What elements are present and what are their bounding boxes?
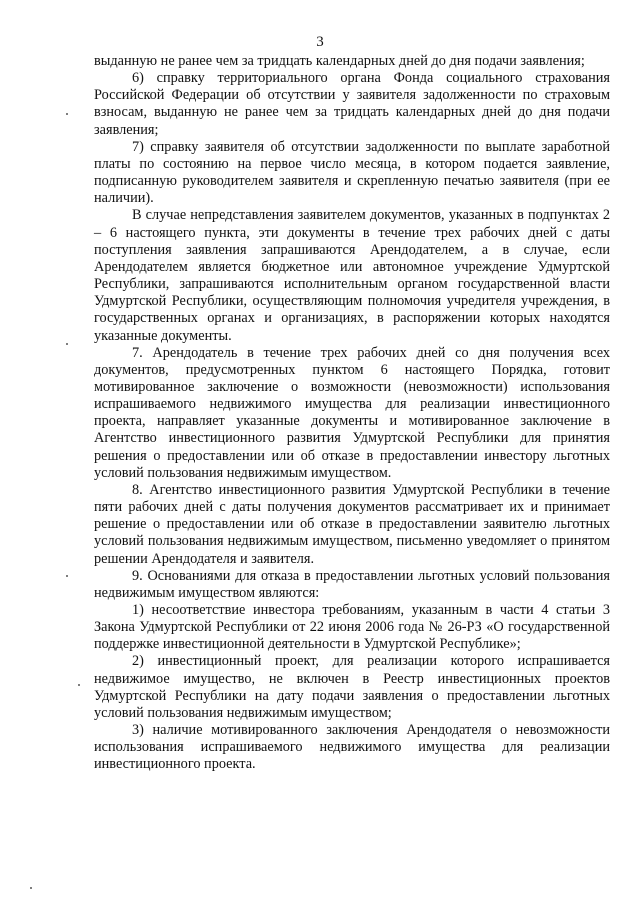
paragraph-ground-3: 3) наличие мотивированного заключения Арендодателя о невозможности использования испрашиваемого недвижимого имущества для реализации инвестиционного проекта. [94,722,610,773]
paragraph-ground-2: 2) инвестиционный проект, для реализации которого испрашивается недвижимое имущество, не включен в Реестр инвестиционных проектов Удмуртской Республики на дату подачи заявления о предоставлении льготных условий пользования недвижимым имуществом; [94,653,610,721]
paragraph-item-6: 6) справку территориального органа Фонда социального страхования Российской Федерации об отсутствии у заявителя задолженности по страховым взносам, выданную не ранее чем за тридцать календарных дней до дня подачи заявления; [94,70,610,138]
page-number: 3 [316,34,324,50]
scan-speck [66,575,68,577]
paragraph-ground-1: 1) несоответствие инвестора требованиям, указанным в части 4 статьи 3 Закона Удмуртской Республики от 22 июня 2006 года № 26-РЗ «О государственной поддержке инвестиционной деятельности в Удмуртской Республике»; [94,602,610,653]
paragraph-missing-documents: В случае непредставления заявителем документов, указанных в подпунктах 2 – 6 настоящего пункта, эти документы в течение трех рабочих дней с даты поступления заявления запрашиваются Арендодателем, а в случае, если Арендодателем является бюджетное или автономное учреждение Удмуртской Республики, запрашиваются исполнительным органом государственной власти Удмуртской Республики, осуществляющим полномочия учредителя учреждения, в государственных органах и организациях, в распоряжении которых находятся указанные документы. [94,207,610,344]
scan-speck [78,684,80,686]
paragraph-clause-8: 8. Агентство инвестиционного развития Удмуртской Республики в течение пяти рабочих дней с даты получения документов рассматривает их и принимает решение о предоставлении или об отказе в предоставлении заявителю льготных условий пользования недвижимым имуществом, письменно уведомляет о принятом решении Арендодателя и заявителя. [94,481,610,567]
scan-speck [66,113,68,115]
paragraph-continuation: выданную не ранее чем за тридцать календарных дней до дня подачи заявления; [94,53,585,69]
scan-speck [30,887,32,889]
document-body [94,53,610,774]
scan-speck [66,343,68,345]
paragraph-item-7: 7) справку заявителя об отсутствии задолженности по выплате заработной платы по состоянию на первое число месяца, в котором подается заявление, подписанную руководителем заявителя и скрепленную печатью заявителя (при ее наличии). [94,138,610,207]
paragraph-clause-7: 7. Арендодатель в течение трех рабочих дней со дня получения всех документов, предусмотренных пунктом 6 настоящего Порядка, готовит мотивированное заключение о возможности (невозможности) использования испрашиваемого недвижимого имущества для реализации инвестиционного проекта, направляет указанные документы и мотивированное заключение в Агентство инвестиционного развития Удмуртской Республики для принятия решения о предоставлении или об отказе в предоставлении инвестору льготных условий пользования недвижимым имуществом. [94,344,610,481]
paragraph-clause-9: 9. Основаниями для отказа в предоставлении льготных условий пользования недвижимым имуществом являются: [94,567,610,601]
